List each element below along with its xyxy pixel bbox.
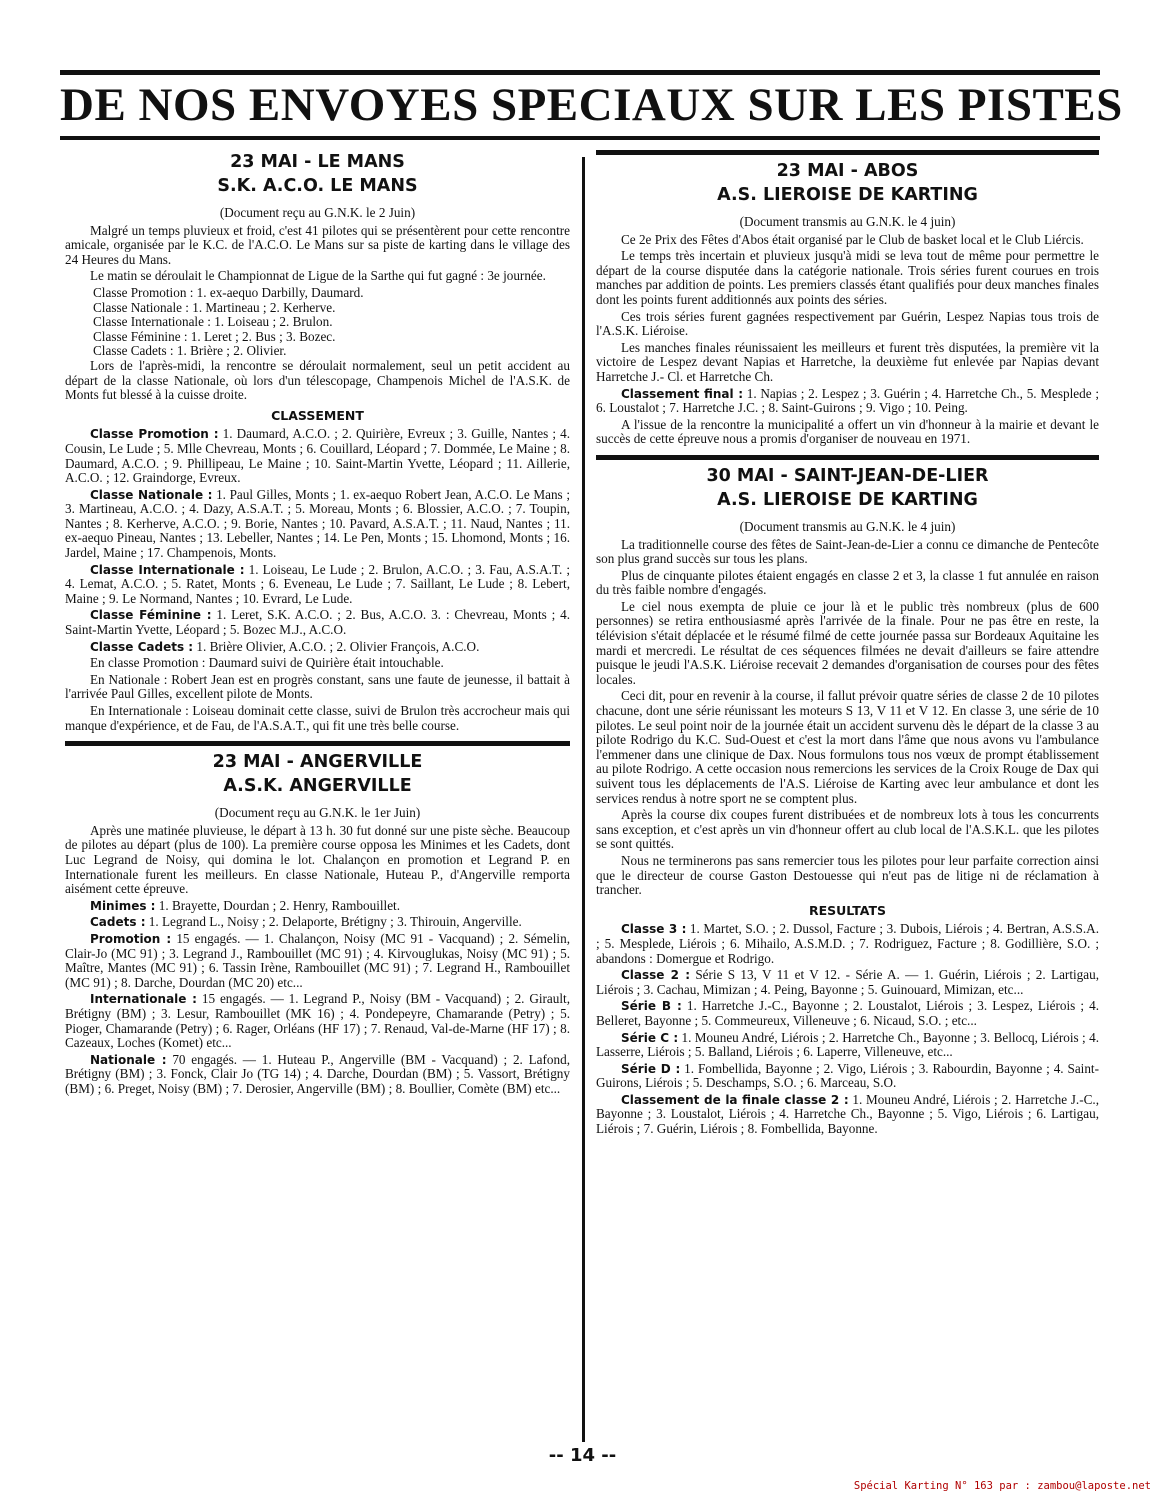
result-text: 1. Martet, S.O. ; 2. Dussol, Facture ; 3. Dubois, Liérois ; 4. Bertran, A.S.S.A. ; 5. Mesplede, Liérois ; 6. Mihailo, A.S.M.D. ; 7. Rodriguez, Facture ; 8. Godillière, S.O. ; abandons : Domergue et Rodrigo. — [596, 921, 1099, 966]
list-item: Classe Promotion : 1. ex-aequo Darbilly, Daumard. — [93, 284, 364, 300]
result-text: 15 engagés. — 1. Legrand P., Noisy (BM - Vacquand) ; 2. Girault, Brétigny (BM) ; 3. Lesur, Rambouillet (MK 16) ; 4. Pondepeyre, Chamarande (Petry) ; 5. Pioger, Chamarande (Petry) ; 6. Rager, Orléans (HF 17) ; 7. Renaud, Val-de-Marne (HF 17) ; 8. Cazeaux, Loches (Komet) etc... — [65, 991, 571, 1051]
paragraph: En classe Promotion : Daumard suivi de Quirière était intouchable. — [90, 655, 444, 671]
article-title-club: A.S. LIEROISE DE KARTING — [717, 489, 978, 510]
title-underline — [60, 136, 1100, 140]
paragraph: Après la course dix coupes furent distribuées et de nombreux lots à tous les concurrents sans exception, et c'est après un vin d'honneur offert au club local de l'A.S.K.L. que les pilotes se sont quittés. — [596, 807, 1099, 852]
result-text: 1. Brayette, Dourdan ; 2. Henry, Rambouillet. — [155, 897, 401, 913]
result-text: 1. Fombellida, Bayonne ; 2. Vigo, Liérois ; 3. Rabourdin, Bayonne ; 4. Saint-Guirons, Liérois ; 5. Deschamps, S.O. ; 6. Marceau, S.O. — [596, 1060, 1099, 1091]
result-label: Classe 2 : — [621, 968, 690, 983]
article-abos — [596, 159, 1099, 447]
paragraph: Plus de cinquante pilotes étaient engagés en classe 2 et 3, la classe 1 fut annulée en raison du très faible nombre d'engagés. — [596, 567, 1099, 598]
result-paragraph — [65, 488, 570, 561]
result-text: 1. Leret, S.K. A.C.O. ; 2. Bus, A.C.O. 3. : Chevreau, Monts ; 4. Saint-Martin Yvette, Léopard ; 5. Bozec M.J., A.C.O. — [65, 607, 571, 638]
result-label: Nationale : — [90, 1052, 167, 1067]
result-paragraph — [65, 915, 570, 930]
result-label: Promotion : — [90, 931, 172, 946]
section-rule — [65, 741, 570, 746]
paragraph: Ces trois séries furent gagnées respectivement par Guérin, Lespez Napias tous trois de l'A.S.K. Liéroise. — [596, 308, 1099, 339]
paragraph: Le temps très incertain et pluvieux jusqu'à midi se leva tout de même pour permettre le départ de la course disputée dans la catégorie nationale. Trois séries furent courues en trois manches par addition de points. Les premiers classés étant qualifiés pour deux manches finales dont les points furent additionnés aux points des séries. — [596, 248, 1099, 307]
paragraph: Lors de l'après-midi, la rencontre se déroulait normalement, seul un petit accident au départ de la classe Nationale, où lors d'un télescopage, Champenois Michel de l'A.S.K. de Monts fut blessé à la cuisse droite. — [65, 357, 570, 403]
article-saint-jean-de-lier — [596, 464, 1099, 1137]
result-label: Cadets : — [90, 915, 146, 930]
result-paragraph — [65, 640, 570, 655]
top-rule — [60, 70, 1100, 75]
result-paragraph — [596, 1031, 1099, 1060]
paragraph: A l'issue de la rencontre la municipalité a offert un vin d'honneur à la mairie et devant le succès de cette épreuve nous a promis d'organiser de nouveau en 1971. — [596, 416, 1099, 447]
left-column — [65, 150, 570, 1100]
result-text: 15 engagés. — 1. Chalançon, Noisy (MC 91 - Vacquand) ; 2. Sémelin, Clair-Jo (MC 91) ; 3. Legrand J., Rambouillet (MC 91) ; 4. Kirvouglukas, Noisy (MC 91) ; 5. Maître, Mantes (MC 91) ; 6. Tassin Irène, Rambouillet (MC 91) ; 7. Legrand H., Rambouillet (MC 91) ; 8. Darche, Dourdan (MC 20) etc... — [65, 930, 570, 990]
result-paragraph — [596, 999, 1099, 1028]
result-label: Série C : — [621, 1030, 679, 1045]
result-label: Série D : — [621, 1061, 681, 1076]
article-title-date: 23 MAI - ANGERVILLE — [212, 752, 423, 773]
results-heading: RESULTATS — [808, 902, 886, 918]
paragraph: En Internationale : Loiseau dominait cette classe, suivi de Brulon très accrocheur mais qui manque d'expérience, et de Fau, de l'A.S.A.T., qui fit une très belle course. — [65, 703, 570, 733]
classement-heading: CLASSEMENT — [271, 407, 364, 423]
result-text: 1. Mouneu André, Liérois ; 2. Harretche Ch., Bayonne ; 3. Bellocq, Liérois ; 4. Lasserre, Liérois ; 5. Balland, Liérois ; 6. Laperre, Villeneuve, etc... — [596, 1029, 1099, 1060]
list-item: Classe Internationale : 1. Loiseau ; 2. Brulon. — [93, 314, 333, 330]
result-text: 1. Harretche J.-C., Bayonne ; 2. Loustalot, Liérois ; 3. Lespez, Liérois ; 4. Belleret, Bayonne ; 5. Commeureux, Villeneuve ; 6. Nicaud, S.O. ; etc... — [596, 998, 1099, 1028]
result-paragraph — [596, 1093, 1099, 1137]
article-title-club: A.S.K. ANGERVILLE — [223, 776, 412, 797]
article-title-date: 30 MAI - SAINT-JEAN-DE-LIER — [706, 465, 989, 486]
article-source: (Document transmis au G.N.K. le 4 juin) — [739, 214, 956, 229]
page-number: -- 14 -- — [548, 1445, 617, 1466]
article-title-date: 23 MAI - LE MANS — [230, 152, 405, 172]
result-text: 1. Daumard, A.C.O. ; 2. Quirière, Evreux ; 3. Guille, Nantes ; 4. Cousin, Le Lude ; 5. Mlle Chevreau, Monts ; 6. Couillard, Léopard ; 7. Dommée, Le Maine ; 8. Daumard, A.C.O. ; 9. Phillipeau, Le Maine ; 10. Saint-Martin Yvette, Léopard ; 11. Aillerie, A.C.O. ; 12. Graindorge, Evreux. — [65, 426, 571, 486]
article-source: (Document reçu au G.N.K. le 2 Juin) — [219, 205, 416, 220]
result-paragraph — [65, 1053, 570, 1097]
result-label: Classe Promotion : — [90, 427, 219, 442]
result-label: Classement de la finale classe 2 : — [621, 1092, 849, 1107]
article-angerville — [65, 750, 570, 1096]
result-paragraph — [65, 932, 570, 990]
result-label: Internationale : — [90, 992, 197, 1007]
result-paragraph — [596, 1062, 1099, 1091]
result-label: Classe 3 : — [621, 922, 687, 937]
result-label: Série B : — [621, 999, 682, 1014]
ligue-results-list — [65, 286, 570, 359]
result-label: Classe Internationale : — [90, 562, 245, 577]
result-text: 70 engagés. — 1. Huteau P., Angerville (BM - Vacquand) ; 2. Lafond, Brétigny (BM) ; 3. Fonck, Clair Jo (TG 14) ; 4. Darche, Dourdan (BM) ; 5. Vassort, Brétigny (BM) ; 6. Preget, Noisy (BM) ; 7. Derosier, Angerville (BM) ; 8. Boullier, Comète (BM) etc... — [65, 1051, 570, 1096]
result-paragraph — [596, 922, 1099, 966]
paragraph: Le ciel nous exempta de pluie ce jour là et le public très nombreux (plus de 600 personnes) se retira enthousiasmé après l'arrivée de la finale. Pour ne pas être en reste, la télévision s'était déplacée et le résumé filmé de cette journée passa sur Bordeaux Aquitaine les mardi et mercredi. Le résultat de ces séquences filmées ne devait d'ailleurs se faire attendre puisque le jeudi l'A.S.K. Liéroise recevait 2 demandes d'organisation de courses pour des fêtes locales. — [596, 598, 1099, 687]
article-source: (Document transmis au G.N.K. le 4 juin) — [739, 518, 956, 534]
paragraph: Ce 2e Prix des Fêtes d'Abos était organisé par le Club de basket local et le Club Liércis. — [621, 231, 1084, 247]
result-text: 1. Paul Gilles, Monts ; 1. ex-aequo Robert Jean, A.C.O. Le Mans ; 3. Martineau, A.C.O. ; 4. Dazy, A.S.A.T. ; 5. Moreau, Monts ; 6. Blossier, A.C.O. ; 7. Toupin, Nantes ; 8. Kerherve, A.C.O. ; 9. Borie, Nantes ; 10. Pavard, A.S.A.T. ; 11. Naud, Nantes ; 11. ex-aequo Pineau, Nantes ; 13. Lebeller, Nantes ; 14. Le Pen, Monts ; 15. Lhomond, Monts ; 16. Jardel, Maine ; 17. Champenois, Monts. — [65, 486, 570, 561]
result-paragraph — [65, 608, 570, 637]
paragraph: Nous ne terminerons pas sans remercier tous les pilotes pour leur parfaite correction ainsi que le directeur de course Gaston Destouesse qui n'eut pas de litige ni de réclamation à trancher. — [596, 852, 1099, 898]
section-rule — [596, 455, 1099, 460]
paragraph: Malgré un temps pluvieux et froid, c'est 41 pilotes qui se présentèrent pour cette rencontre amicale, organisée par le K.C. de l'A.C.O. Le Mans sur sa piste de karting dans le village des 24 Heures du Mans. — [65, 222, 570, 267]
result-label: Classe Nationale : — [90, 487, 213, 502]
result-text: 1. Legrand L., Noisy ; 2. Delaporte, Brétigny ; 3. Thirouin, Angerville. — [145, 914, 522, 930]
result-paragraph — [65, 427, 570, 485]
result-paragraph — [596, 387, 1099, 416]
result-text: 1. Loiseau, Le Lude ; 2. Brulon, A.C.O. ; 3. Fau, A.S.A.T. ; 4. Lemat, A.C.O. ; 5. Ratet, Monts ; 6. Eveneau, Le Lude ; 7. Saillant, Le Lude ; 8. Lebert, Maine ; 9. Le Normand, Nantes ; 10. Evrard, Le Lude. — [65, 561, 571, 606]
paragraph: La traditionnelle course des fêtes de Saint-Jean-de-Lier a connu ce dimanche de Pentecôte son plus grand succès sur tous les plans. — [596, 536, 1099, 567]
list-item: Classe Féminine : 1. Leret ; 2. Bus ; 3. Bozec. — [93, 328, 336, 344]
list-item: Classe Cadets : 1. Brière ; 2. Olivier. — [93, 343, 287, 359]
article-title-club: A.S. LIEROISE DE KARTING — [717, 185, 978, 205]
paragraph: En Nationale : Robert Jean est en progrès constant, sans une faute de jeunesse, il battait à l'arrivée Paul Gilles, excellent pilote de Monts. — [65, 671, 570, 702]
article-le-mans — [65, 150, 570, 733]
result-label: Classe Cadets : — [90, 639, 194, 654]
paragraph: Après une matinée pluvieuse, le départ à 13 h. 30 fut donné sur une piste sèche. Beaucoup de pilotes au départ (plus de 100). La première course opposa les Minimes et les Cadets, dont Luc Legrand de Noisy, qui domina le lot. Chalançon en promotion et Legrand P. en Internationale furent les meilleurs. En classe Nationale, Huteau P., d'Angerville remporta aisément cette épreuve. — [65, 822, 570, 897]
result-text: 1. Brière Olivier, A.C.O. ; 2. Olivier François, A.C.O. — [193, 638, 480, 654]
result-label: Minimes : — [90, 898, 156, 913]
paragraph: Ceci dit, pour en revenir à la course, il fallut prévoir quatre séries de classe 2 de 10 pilotes chacune, dont une série réunissant les moteurs S 13, V 11 et V 12. En classe 3, une série de 10 pilotes. Le seul point noir de la journée était un accident survenu dès le départ de la classe 3 au pilote Rodrigo du K.C. Sud-Ouest et c'est la mort dans l'âme que nous avons vu l'ambulance l'emmener dans une clinique de Dax. Nous formulons tous nos vœux de prompt établissement au pilote Rodrigo. A cette occasion nous remercions les services de la Croix Rouge de Dax qui suivent tous les déplacements de l'A.S. Liéroise de Karting avec leur ambulance et dont les services rendus à notre sport ne se comptent plus. — [596, 688, 1099, 806]
result-label: Classe Féminine : — [90, 608, 212, 623]
result-text: 1. Napias ; 2. Lespez ; 3. Guérin ; 4. Harretche Ch., 5. Mesplede ; 6. Loustalot ; 7. Harretche J.C. ; 8. Saint-Guirons ; 9. Vigo ; 10. Peing. — [596, 385, 1099, 416]
article-source: (Document reçu au G.N.K. le 1er Juin) — [214, 805, 421, 821]
article-title-date: 23 MAI - ABOS — [776, 161, 919, 181]
paragraph: Les manches finales réunissaient les meilleurs et furent très disputées, la première vit la victoire de Lespez devant Napias et Harretche, la deuxième fut enlevée par Napias devant Harretche J.- Cl. et Harretche Ch. — [596, 339, 1099, 384]
result-paragraph — [65, 899, 570, 914]
result-label: Classement final : — [621, 386, 744, 401]
result-paragraph — [65, 563, 570, 607]
result-text: 1. Mouneu André, Liérois ; 2. Harretche J.-C., Bayonne ; 3. Loustalot, Liérois ; 4. Harretche Ch., Bayonne ; 5. Vigo, Liérois ; 6. Lartigau, Liérois ; 7. Guérin, Liérois ; 8. Fombellida, Bayonne. — [596, 1091, 1099, 1137]
column-divider — [582, 157, 585, 1442]
footer-credit: Spécial Karting N° 163 par : zambou@laposte.net — [853, 1480, 1151, 1492]
result-paragraph — [65, 992, 570, 1050]
section-rule — [596, 150, 1099, 155]
paragraph: Le matin se déroulait le Championnat de Ligue de la Sarthe qui fut gagné : 3e journée. — [90, 268, 546, 284]
result-paragraph — [596, 968, 1099, 997]
list-item: Classe Nationale : 1. Martineau ; 2. Kerherve. — [93, 299, 336, 315]
page-title: DE NOS ENVOYES SPECIAUX SUR LES PISTES — [60, 79, 1123, 131]
result-text: Série S 13, V 11 et V 12. - Série A. — 1. Guérin, Liérois ; 2. Lartigau, Liérois ; 3. Cachau, Mimizan ; 4. Peing, Bayonne ; 5. Guinouard, Mimizan, etc... — [596, 967, 1099, 997]
article-title-club: S.K. A.C.O. LE MANS — [217, 176, 418, 196]
right-column — [596, 150, 1099, 1141]
